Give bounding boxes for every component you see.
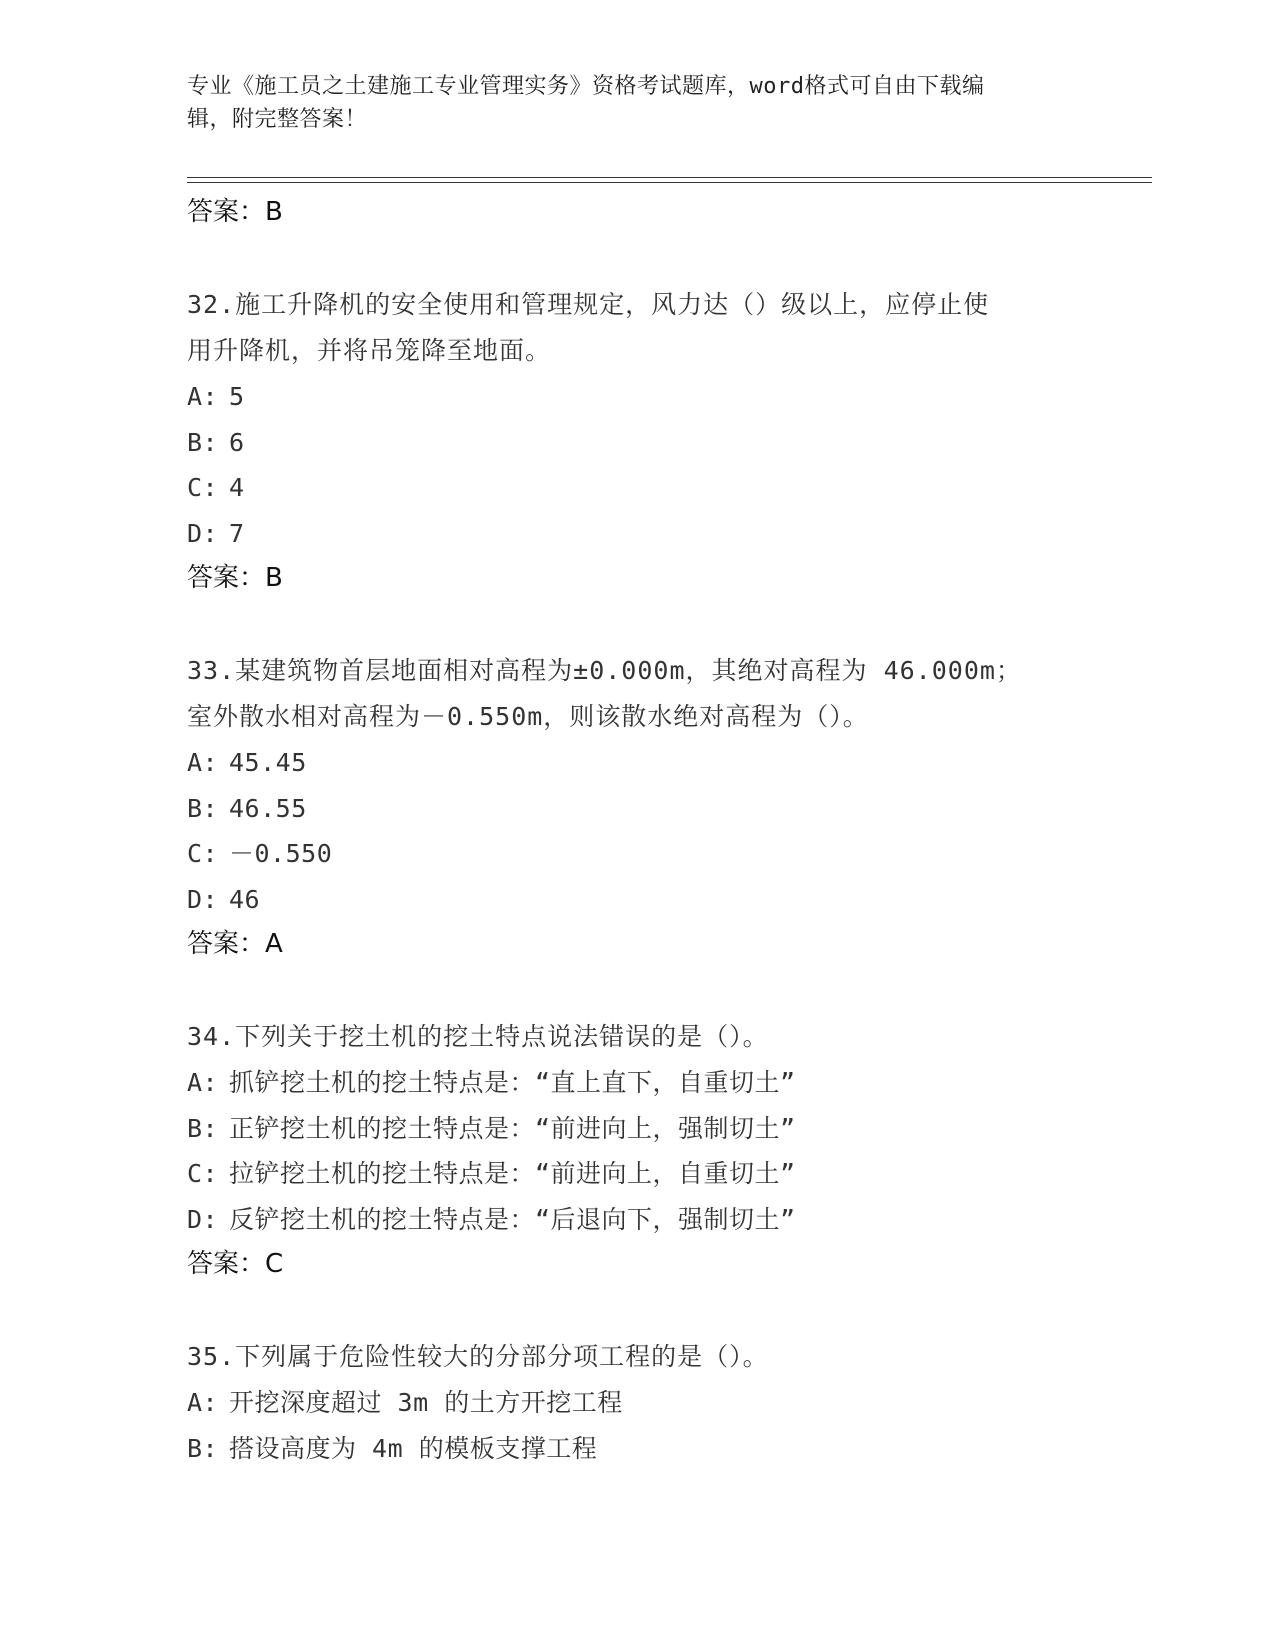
option-text: －0.550 [229,839,333,868]
option-d [187,511,1147,557]
option-text: 抓铲挖土机的挖土特点是：“直上直下，自重切土” [229,1068,796,1097]
header-divider-top [187,177,1152,178]
question-32 [187,282,1147,601]
option-d [187,877,1147,923]
option-c [187,831,1147,877]
option-key: D: [187,518,219,548]
option-key: A: [187,748,219,777]
question-stem: 室外散水相对高程为－0.550m，则该散水绝对高程为（）。 [187,702,869,731]
option-text: 46.55 [229,793,307,823]
option-text: 4 [229,473,245,502]
option-d [187,1197,1147,1243]
question-stem: 32.施工升降机的安全使用和管理规定，风力达（）级以上，应停止使 [187,290,990,319]
option-key: C: [187,839,219,868]
option-a [187,1380,1147,1426]
option-b [187,1106,1147,1152]
document-header [187,70,1077,136]
option-text: 搭设高度为 4m 的模板支撑工程 [229,1433,598,1463]
question-stem: 35.下列属于危险性较大的分部分项工程的是（）。 [187,1342,769,1371]
option-text: 7 [229,518,245,548]
answer-line: 答案：B [187,563,283,593]
question-33 [187,648,1147,967]
option-text: 5 [229,382,245,411]
answer-line: 答案：C [187,1249,284,1279]
option-text: 45.45 [229,748,307,777]
option-key: A: [187,1388,219,1417]
option-key: B: [187,1433,219,1463]
option-key: A: [187,382,219,411]
question-35 [187,1334,1147,1471]
answer-line: 答案：A [187,929,283,959]
answer-line: 答案：B [187,197,283,227]
option-text: 开挖深度超过 3m 的土方开挖工程 [229,1388,623,1417]
question-stem: 34.下列关于挖土机的挖土特点说法错误的是（）。 [187,1022,769,1051]
option-text: 正铲挖土机的挖土特点是：“前进向上，强制切土” [229,1113,796,1143]
option-c [187,1151,1147,1197]
option-b [187,786,1147,832]
option-c [187,465,1147,511]
option-text: 拉铲挖土机的挖土特点是：“前进向上，自重切土” [229,1159,796,1188]
option-text: 6 [229,427,245,457]
header-divider-bottom [187,182,1152,183]
header-line-1: 专业《施工员之土建施工专业管理实务》资格考试题库，word格式可自由下载编 [187,74,985,99]
option-key: B: [187,427,219,457]
option-key: C: [187,1159,219,1188]
option-b [187,420,1147,466]
option-b [187,1426,1147,1472]
option-key: D: [187,1204,219,1234]
option-key: B: [187,1113,219,1143]
option-key: A: [187,1068,219,1097]
option-a [187,374,1147,420]
option-key: D: [187,884,219,914]
question-stem: 用升降机，并将吊笼降至地面。 [187,336,552,365]
option-text: 反铲挖土机的挖土特点是：“后退向下，强制切土” [229,1204,796,1234]
option-key: C: [187,473,219,502]
question-34 [187,1014,1147,1287]
option-a [187,740,1147,786]
question-stem: 33.某建筑物首层地面相对高程为±0.000m，其绝对高程为 46.000m； [187,656,1022,685]
option-a [187,1060,1147,1106]
header-line-2: 辑，附完整答案！ [187,107,368,132]
option-text: 46 [229,884,261,914]
option-key: B: [187,793,219,823]
question-list [187,190,1147,1471]
